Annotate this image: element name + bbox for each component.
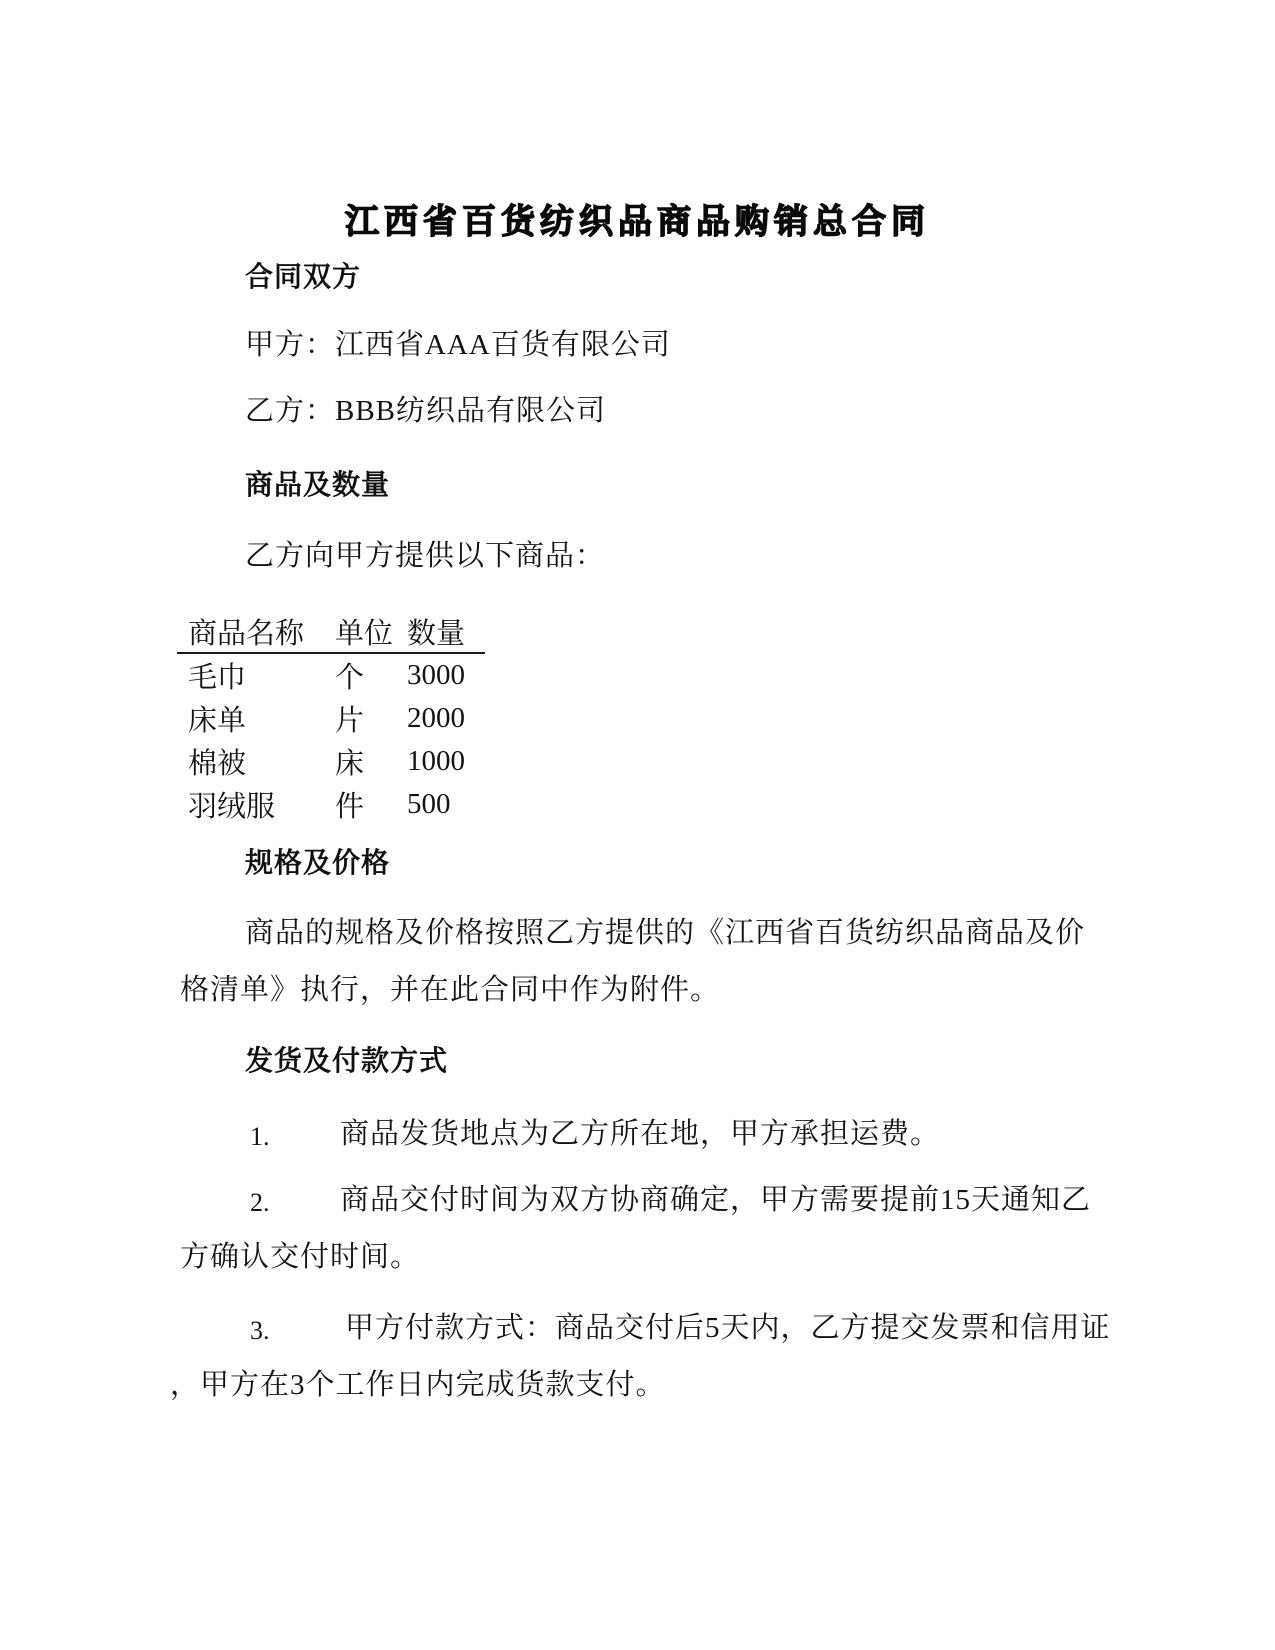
table-row bbox=[177, 697, 485, 740]
goods-unit-cell: 片 bbox=[335, 705, 365, 737]
goods-qty-cell: 1000 bbox=[407, 745, 465, 777]
goods-intro: 乙方向甲方提供以下商品： bbox=[245, 540, 606, 572]
goods-table bbox=[177, 611, 485, 826]
party-a-line: 甲方：江西省AAA百货有限公司 bbox=[245, 329, 671, 361]
goods-unit-cell: 床 bbox=[335, 748, 365, 780]
goods-qty-cell: 3000 bbox=[407, 659, 465, 691]
goods-table-header-row bbox=[177, 611, 485, 653]
goods-table-header-qty: 数量 bbox=[407, 618, 466, 650]
goods-name-cell: 床单 bbox=[188, 705, 247, 737]
table-row bbox=[177, 653, 485, 697]
goods-name-cell: 毛巾 bbox=[188, 662, 247, 694]
specs-paragraph-line-2: 格清单》执行，并在此合同中作为附件。 bbox=[180, 974, 721, 1006]
table-row bbox=[177, 740, 485, 783]
delivery-item-2-text-line-2: 方确认交付时间。 bbox=[180, 1241, 421, 1273]
goods-name-cell: 棉被 bbox=[188, 748, 247, 780]
section-heading-specs: 规格及价格 bbox=[245, 847, 391, 878]
goods-table-header-name: 商品名称 bbox=[188, 618, 305, 650]
section-heading-parties: 合同双方 bbox=[245, 261, 362, 292]
goods-table-header-unit: 单位 bbox=[335, 618, 394, 650]
goods-qty-cell: 500 bbox=[407, 788, 451, 820]
goods-name-cell: 羽绒服 bbox=[188, 791, 276, 823]
specs-paragraph-line-1: 商品的规格及价格按照乙方提供的《江西省百货纺织品商品及价 bbox=[245, 917, 1086, 949]
goods-qty-cell: 2000 bbox=[407, 702, 465, 734]
delivery-item-3-number: 3. bbox=[250, 1316, 270, 1345]
delivery-item-1-text: 商品发货地点为乙方所在地，甲方承担运费。 bbox=[340, 1118, 941, 1150]
table-row bbox=[177, 783, 485, 826]
delivery-item-1-number: 1. bbox=[250, 1122, 270, 1151]
party-b-line: 乙方：BBB纺织品有限公司 bbox=[245, 395, 607, 427]
delivery-item-3-text-line-2: ，甲方在3个工作日内完成货款支付。 bbox=[170, 1369, 666, 1401]
delivery-item-2-number: 2. bbox=[250, 1188, 270, 1217]
goods-unit-cell: 件 bbox=[335, 791, 365, 823]
delivery-item-2-text-line-1: 商品交付时间为双方协商确定，甲方需要提前15天通知乙 bbox=[340, 1184, 1092, 1216]
section-heading-delivery: 发货及付款方式 bbox=[245, 1045, 449, 1076]
page-title: 江西省百货纺织品商品购销总合同 bbox=[345, 202, 930, 242]
goods-unit-cell: 个 bbox=[335, 662, 365, 694]
section-heading-goods: 商品及数量 bbox=[245, 469, 391, 500]
delivery-item-3-text-line-1: 甲方付款方式：商品交付后5天内，乙方提交发票和信用证 bbox=[345, 1312, 1111, 1344]
